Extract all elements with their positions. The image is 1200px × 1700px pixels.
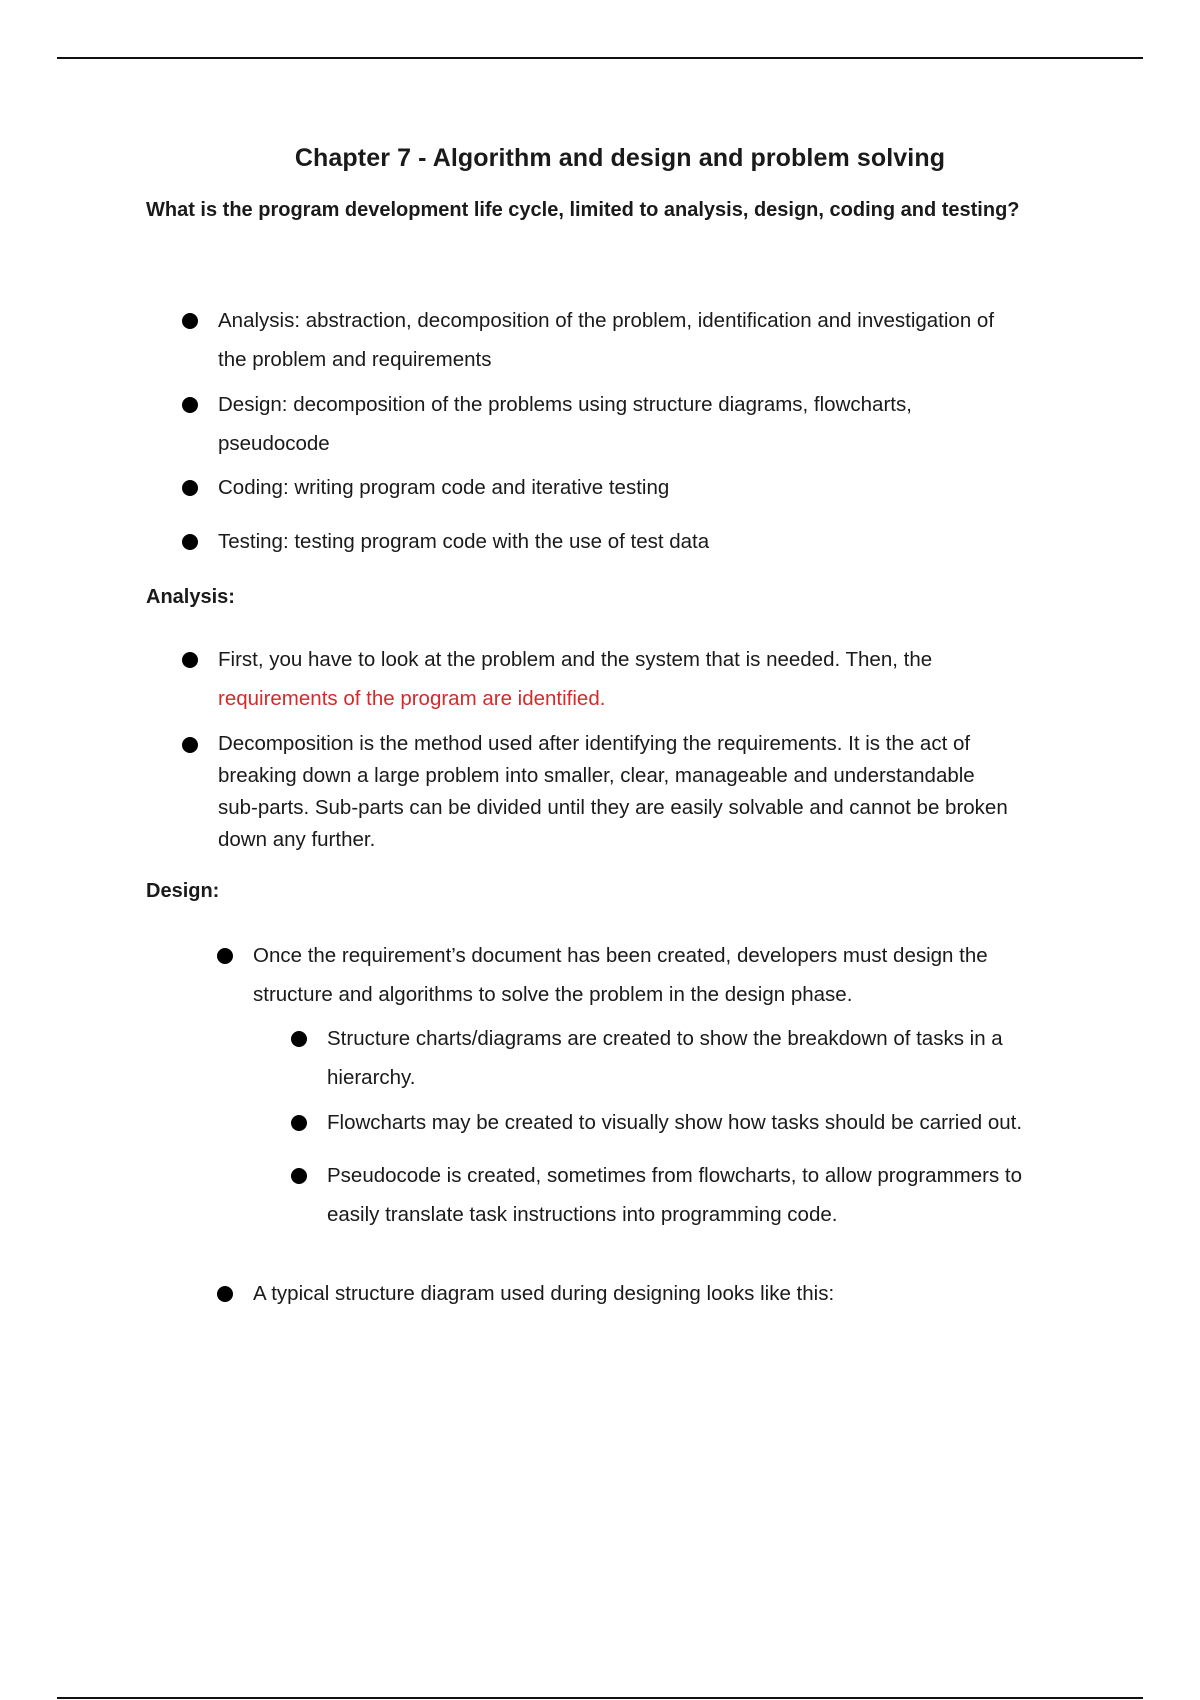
list-item-text: First, you have to look at the problem and the system that is needed. Then, the [218,648,933,671]
list-item-text: A typical structure diagram used during designing looks like this: [253,1282,835,1305]
list-item-text: structure and algorithms to solve the problem in the design phase. [253,983,853,1006]
list-item-text: easily translate task instructions into programming code. [327,1203,838,1226]
list-item-design-phase [253,936,1113,1014]
sub-list-item-flowcharts [327,1103,1127,1142]
bullet-icon [182,534,198,550]
list-item-structure-diagram-intro [253,1274,1113,1313]
bullet-icon [291,1168,307,1184]
list-item-text: Coding: writing program code and iterative testing [218,476,670,499]
list-item-analysis-overview [218,301,1118,379]
bullet-icon [182,652,198,668]
bullet-icon [182,480,198,496]
list-item-text: Decomposition is the method used after identifying the requirements. It is the act of [218,732,971,755]
bullet-icon [182,313,198,329]
bullet-icon [182,397,198,413]
section-heading-design: Design: [146,880,220,902]
list-item-text: Design: decomposition of the problems using structure diagrams, flowcharts, [218,393,912,416]
list-item-text: sub-parts. Sub-parts can be divided until they are easily solvable and cannot be broken [218,796,1008,819]
list-item-text: Analysis: abstraction, decomposition of the problem, identification and investigation of [218,309,995,332]
page-question: What is the program development life cycle, limited to analysis, design, coding and testing? [146,199,1020,221]
list-item-text: hierarchy. [327,1066,416,1089]
list-item-text: down any further. [218,828,376,851]
list-item-text: Pseudocode is created, sometimes from flowcharts, to allow programmers to [327,1164,1022,1187]
section-heading-analysis: Analysis: [146,586,235,608]
list-item-text: pseudocode [218,432,330,455]
page-title: Chapter 7 - Algorithm and design and problem solving [294,144,946,172]
list-item-testing-overview [218,522,1118,561]
list-item-text: Flowcharts may be created to visually show how tasks should be carried out. [327,1111,1023,1134]
list-item-text: the problem and requirements [218,348,492,371]
list-item-text: breaking down a large problem into smaller, clear, manageable and understandable [218,764,975,787]
sub-list-item-pseudocode [327,1156,1127,1234]
list-item-analysis-requirements [218,640,1118,718]
list-item-text: Structure charts/diagrams are created to show the breakdown of tasks in a [327,1027,1003,1050]
bullet-icon [291,1031,307,1047]
list-item-coding-overview [218,468,1118,507]
list-item-text: Testing: testing program code with the use of test data [218,530,710,553]
list-item-design-overview [218,385,1118,463]
sub-list-item-structure-charts [327,1019,1127,1097]
bullet-icon [291,1115,307,1131]
page-bottom-rule [57,1697,1143,1699]
bullet-icon [217,948,233,964]
bullet-icon [182,737,198,753]
page-top-rule [57,57,1143,59]
list-item-analysis-decomposition [218,728,1118,856]
bullet-icon [217,1286,233,1302]
list-item-text: Once the requirement’s document has been created, developers must design the [253,944,988,967]
highlighted-text: requirements of the program are identified. [218,687,606,710]
